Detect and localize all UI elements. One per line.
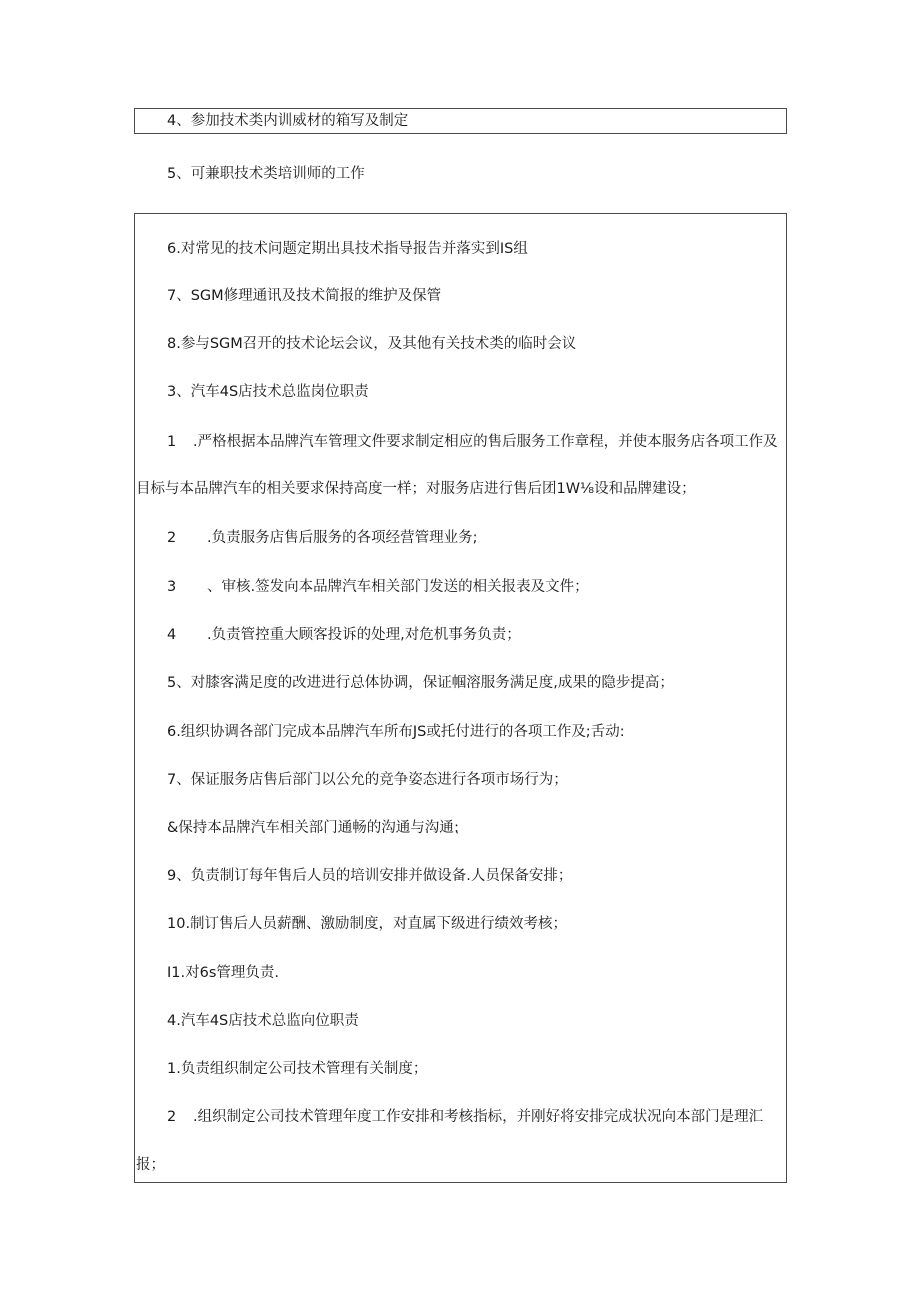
s3-item-2-number: 2 — [167, 530, 177, 546]
s3-item-3-text: 、审核.签发向本品牌汽车相关部门发送的相关报表及文件； — [207, 579, 589, 595]
s3-item-7: 7、保证服务店售后部门以公允的竞争姿态进行各项市场行为； — [167, 772, 568, 788]
s3-item-9: 9、负责制订每年售后人员的培训安排并做设备.人员保备安排； — [167, 868, 573, 884]
s3-item-5: 5、对膝客满足度的改进进行总体协调，保证帼溶服务满足度,成果的隐步提高； — [167, 675, 674, 691]
s3-item-3 — [167, 577, 589, 597]
s3-item-2 — [167, 528, 478, 548]
s4-item-2-text: .组织制定公司技术管理年度工作安排和考核指标，并刚好将安排完成状况向本部门是理汇 — [193, 1109, 764, 1125]
s3-item-1-text: .严格根据本品牌汽车管理文件要求制定相应的售后服务工作章程，并使本服务店各项工作及 — [193, 434, 778, 450]
s3-item-11: I1.对6s管理负责. — [167, 965, 279, 981]
s3-item-2-text: .负责服务店售后服务的各项经营管理业务; — [207, 530, 478, 546]
item-6: 6.对常见的技术问题定期出具技术指导报告并落实到IS组 — [167, 241, 528, 257]
item-7: 7、SGM修理通讯及技术简报的维护及保管 — [167, 288, 442, 304]
standalone-line: 5、可兼职技术类培训师的工作 — [167, 166, 365, 182]
section-4-title: 4.汽车4S店技术总监向位职责 — [167, 1013, 359, 1029]
s4-item-2 — [167, 1107, 763, 1127]
s3-item-1-number: 1 — [167, 434, 177, 450]
s3-item-8: &保持本品牌汽车相关部门通畅的沟通与沟通⁏ — [167, 820, 459, 836]
s3-item-6: 6.组织协调各部门完成本品牌汽车所布JS或托付进行的各项工作及;舌动: — [167, 724, 625, 740]
section-3-title: 3、汽车4S店技术总监岗位职责 — [167, 384, 369, 400]
s3-item-1 — [167, 432, 778, 452]
top-box-line: 4、参加技术类内训威材的箱写及制定 — [167, 113, 409, 129]
s3-item-4-number: 4 — [167, 627, 177, 643]
s4-item-2-number: 2 — [167, 1109, 177, 1125]
item-8: 8.参与SGM召开的技术论坛会议，及其他有关技术类的临时会议 — [167, 336, 577, 352]
s3-item-1-continuation: 目标与本品牌汽车的相关要求保持高度一样；对服务店进行售后团1W⅛设和品牌建设； — [136, 481, 696, 497]
s4-item-2-continuation: 报； — [136, 1157, 165, 1173]
s3-item-10: 10.制订售后人员薪酬、激励制度，对直属下级进行绩效考核； — [167, 916, 568, 932]
s3-item-4 — [167, 625, 521, 645]
main-table-cell — [134, 213, 787, 1183]
s3-item-3-number: 3 — [167, 579, 177, 595]
s4-item-1: 1.负责组织制定公司技术管理有关制度； — [167, 1061, 428, 1077]
s3-item-4-text: .负责管控重大顾客投诉的处理,对危机事务负责； — [207, 627, 521, 643]
